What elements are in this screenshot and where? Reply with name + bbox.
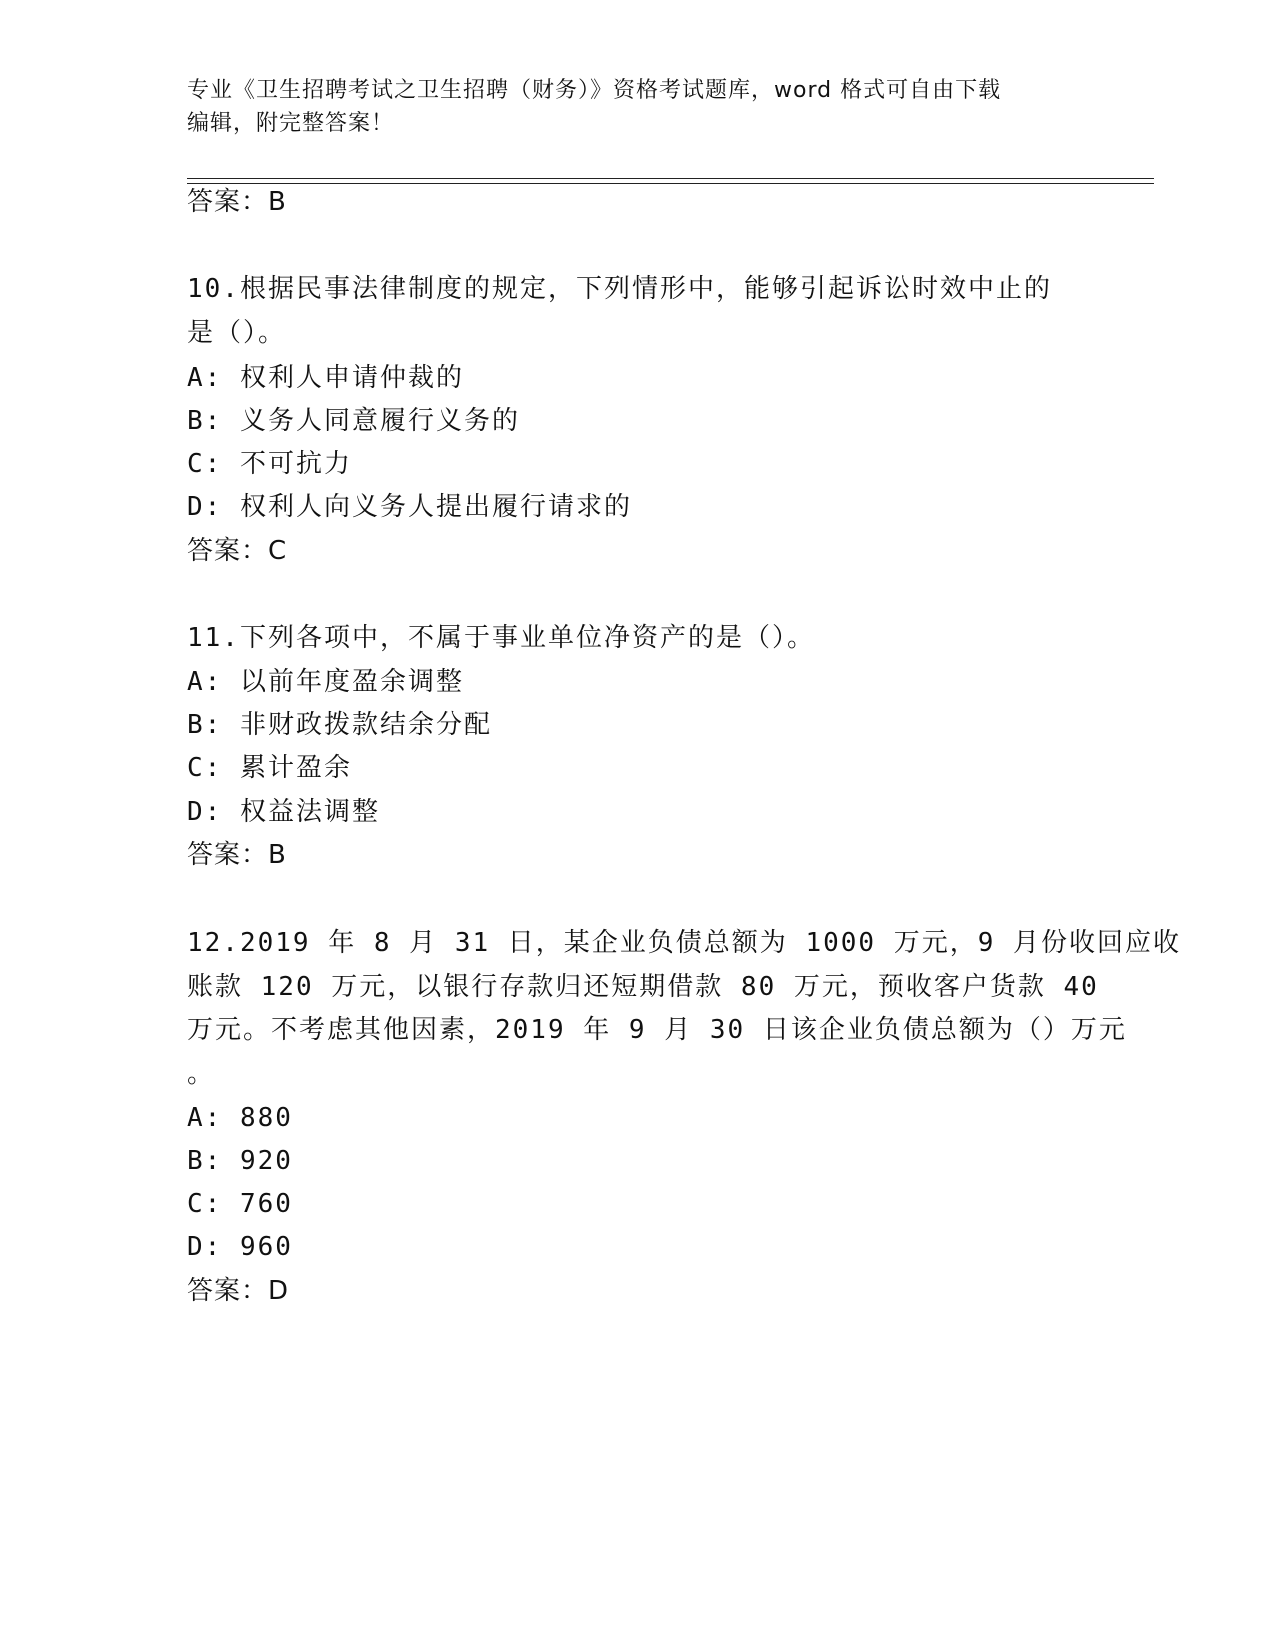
question-10-option-c: C: 不可抗力	[187, 449, 352, 479]
question-10-stem-line-2: 是（）。	[187, 318, 287, 348]
question-10-option-b: B: 义务人同意履行义务的	[187, 406, 520, 436]
question-12-option-b: B: 920	[187, 1146, 293, 1176]
header-line-2: 编辑，附完整答案！	[187, 111, 395, 136]
question-10-option-d: D: 权利人向义务人提出履行请求的	[187, 492, 632, 522]
question-11-option-c: C: 累计盈余	[187, 753, 352, 783]
question-12-answer: 答案：D	[187, 1276, 290, 1306]
question-12-option-c: C: 760	[187, 1189, 293, 1219]
question-12-option-a: A: 880	[187, 1103, 293, 1133]
question-11-option-b: B: 非财政拨款结余分配	[187, 710, 492, 740]
question-11-stem-line-1: 11.下列各项中，不属于事业单位净资产的是（）。	[187, 623, 815, 653]
question-12-stem-line-4: 。	[187, 1059, 216, 1089]
question-10-answer: 答案：C	[187, 536, 288, 566]
question-10-stem-line-1: 10.根据民事法律制度的规定，下列情形中，能够引起诉讼时效中止的	[187, 274, 1052, 304]
header-line-1: 专业《卫生招聘考试之卫生招聘（财务）》资格考试题库，word 格式可自由下载	[187, 78, 1002, 103]
document-header	[187, 74, 1087, 140]
question-11-option-a: A: 以前年度盈余调整	[187, 667, 464, 697]
question-11-answer: 答案：B	[187, 840, 287, 870]
header-divider-bottom	[187, 183, 1154, 184]
question-12-stem-line-1: 12.2019 年 8 月 31 日，某企业负债总额为 1000 万元，9 月份收回应收	[187, 928, 1182, 958]
question-10-option-a: A: 权利人申请仲裁的	[187, 363, 464, 393]
header-divider-top	[187, 178, 1154, 179]
question-12-stem-line-3: 万元。不考虑其他因素，2019 年 9 月 30 日该企业负债总额为（）万元	[187, 1015, 1127, 1045]
question-11-option-d: D: 权益法调整	[187, 797, 380, 827]
question-12-option-d: D: 960	[187, 1232, 293, 1262]
question-12-stem-line-2: 账款 120 万元，以银行存款归还短期借款 80 万元，预收客户货款 40	[187, 972, 1099, 1002]
previous-answer: 答案：B	[187, 187, 287, 217]
